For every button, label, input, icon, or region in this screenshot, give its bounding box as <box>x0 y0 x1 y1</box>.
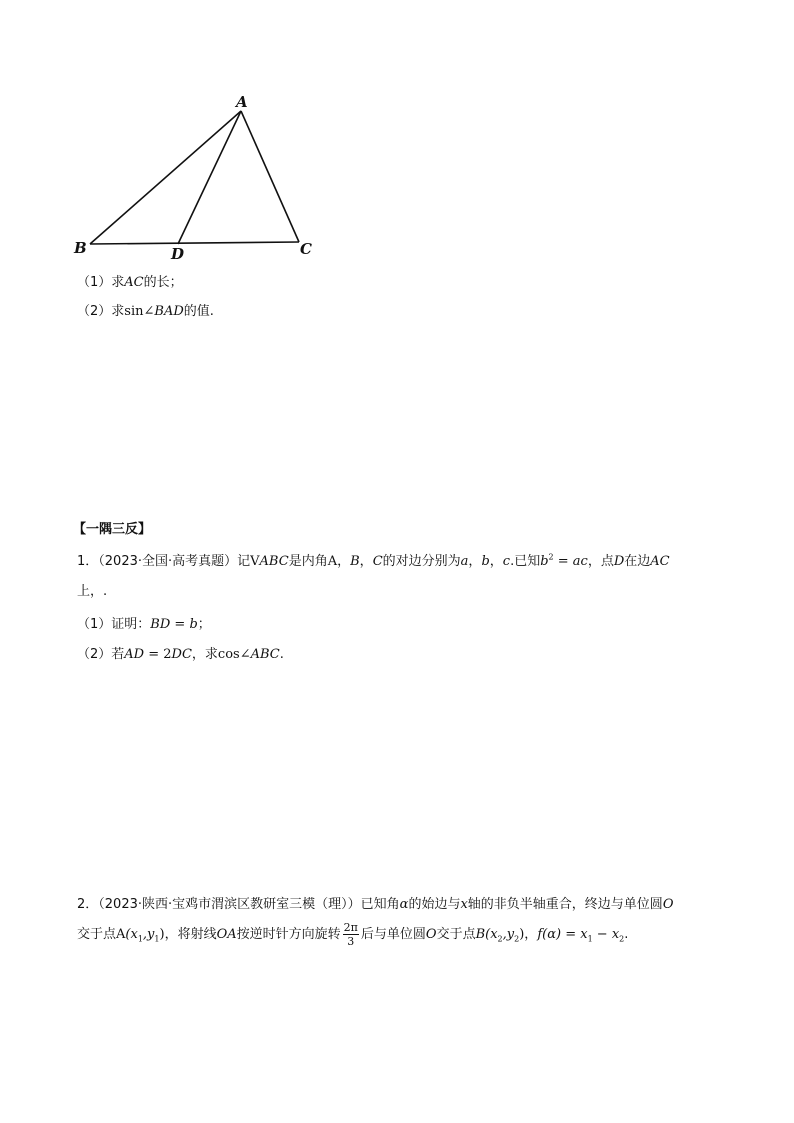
question-2-line-1: 2．（2023·陕西·宝鸡市渭滨区教研室三模（理））已知角α的始边与x轴的非负半轴重合，终边与单位圆O <box>77 897 674 912</box>
question-2-source: （2023·陕西·宝鸡市渭滨区教研室三模（理）） <box>98 897 361 912</box>
vertex-label-c: C <box>300 240 312 258</box>
prev-part-1: （1）求AC的长； <box>77 275 183 290</box>
segment-ac <box>241 111 299 242</box>
triangle-figure <box>60 90 340 270</box>
question-1-source: （2023·全国·高考真题） <box>98 554 238 569</box>
vertex-label-d: D <box>171 245 185 263</box>
question-1-line-1: 1．（2023·全国·高考真题）记VABC是内角A，B，C的对边分别为a，b，c.已知$b^2$ = ac，点D在边AC <box>77 552 670 569</box>
fraction-2pi-over-3: $\frac{2\pi}{3}$ <box>343 921 358 948</box>
question-1-part-1: （1）证明：BD = b； <box>77 617 211 632</box>
vertex-label-b: B <box>74 239 87 257</box>
segment-ba <box>90 111 241 244</box>
question-1-part-2: （2）若AD = 2DC，求cos∠ABC. <box>77 647 284 662</box>
vertex-label-a: A <box>236 93 248 111</box>
section-title: 【一隅三反】 <box>73 522 152 537</box>
prev-part-2: （2）求sin∠BAD的值. <box>77 304 214 319</box>
question-1-line-2: 上，. <box>77 584 108 599</box>
question-2-line-2: 交于点$A(x_1,y_1)$，将射线OA按逆时针方向旋转 $\frac{2\pi}{3}$ 后与单位圆O交于点$B(x_2,y_2)$，$f(\alpha) = x_1 - x_2$. <box>77 921 629 948</box>
segment-bc <box>90 242 299 244</box>
segment-ad <box>178 111 241 244</box>
